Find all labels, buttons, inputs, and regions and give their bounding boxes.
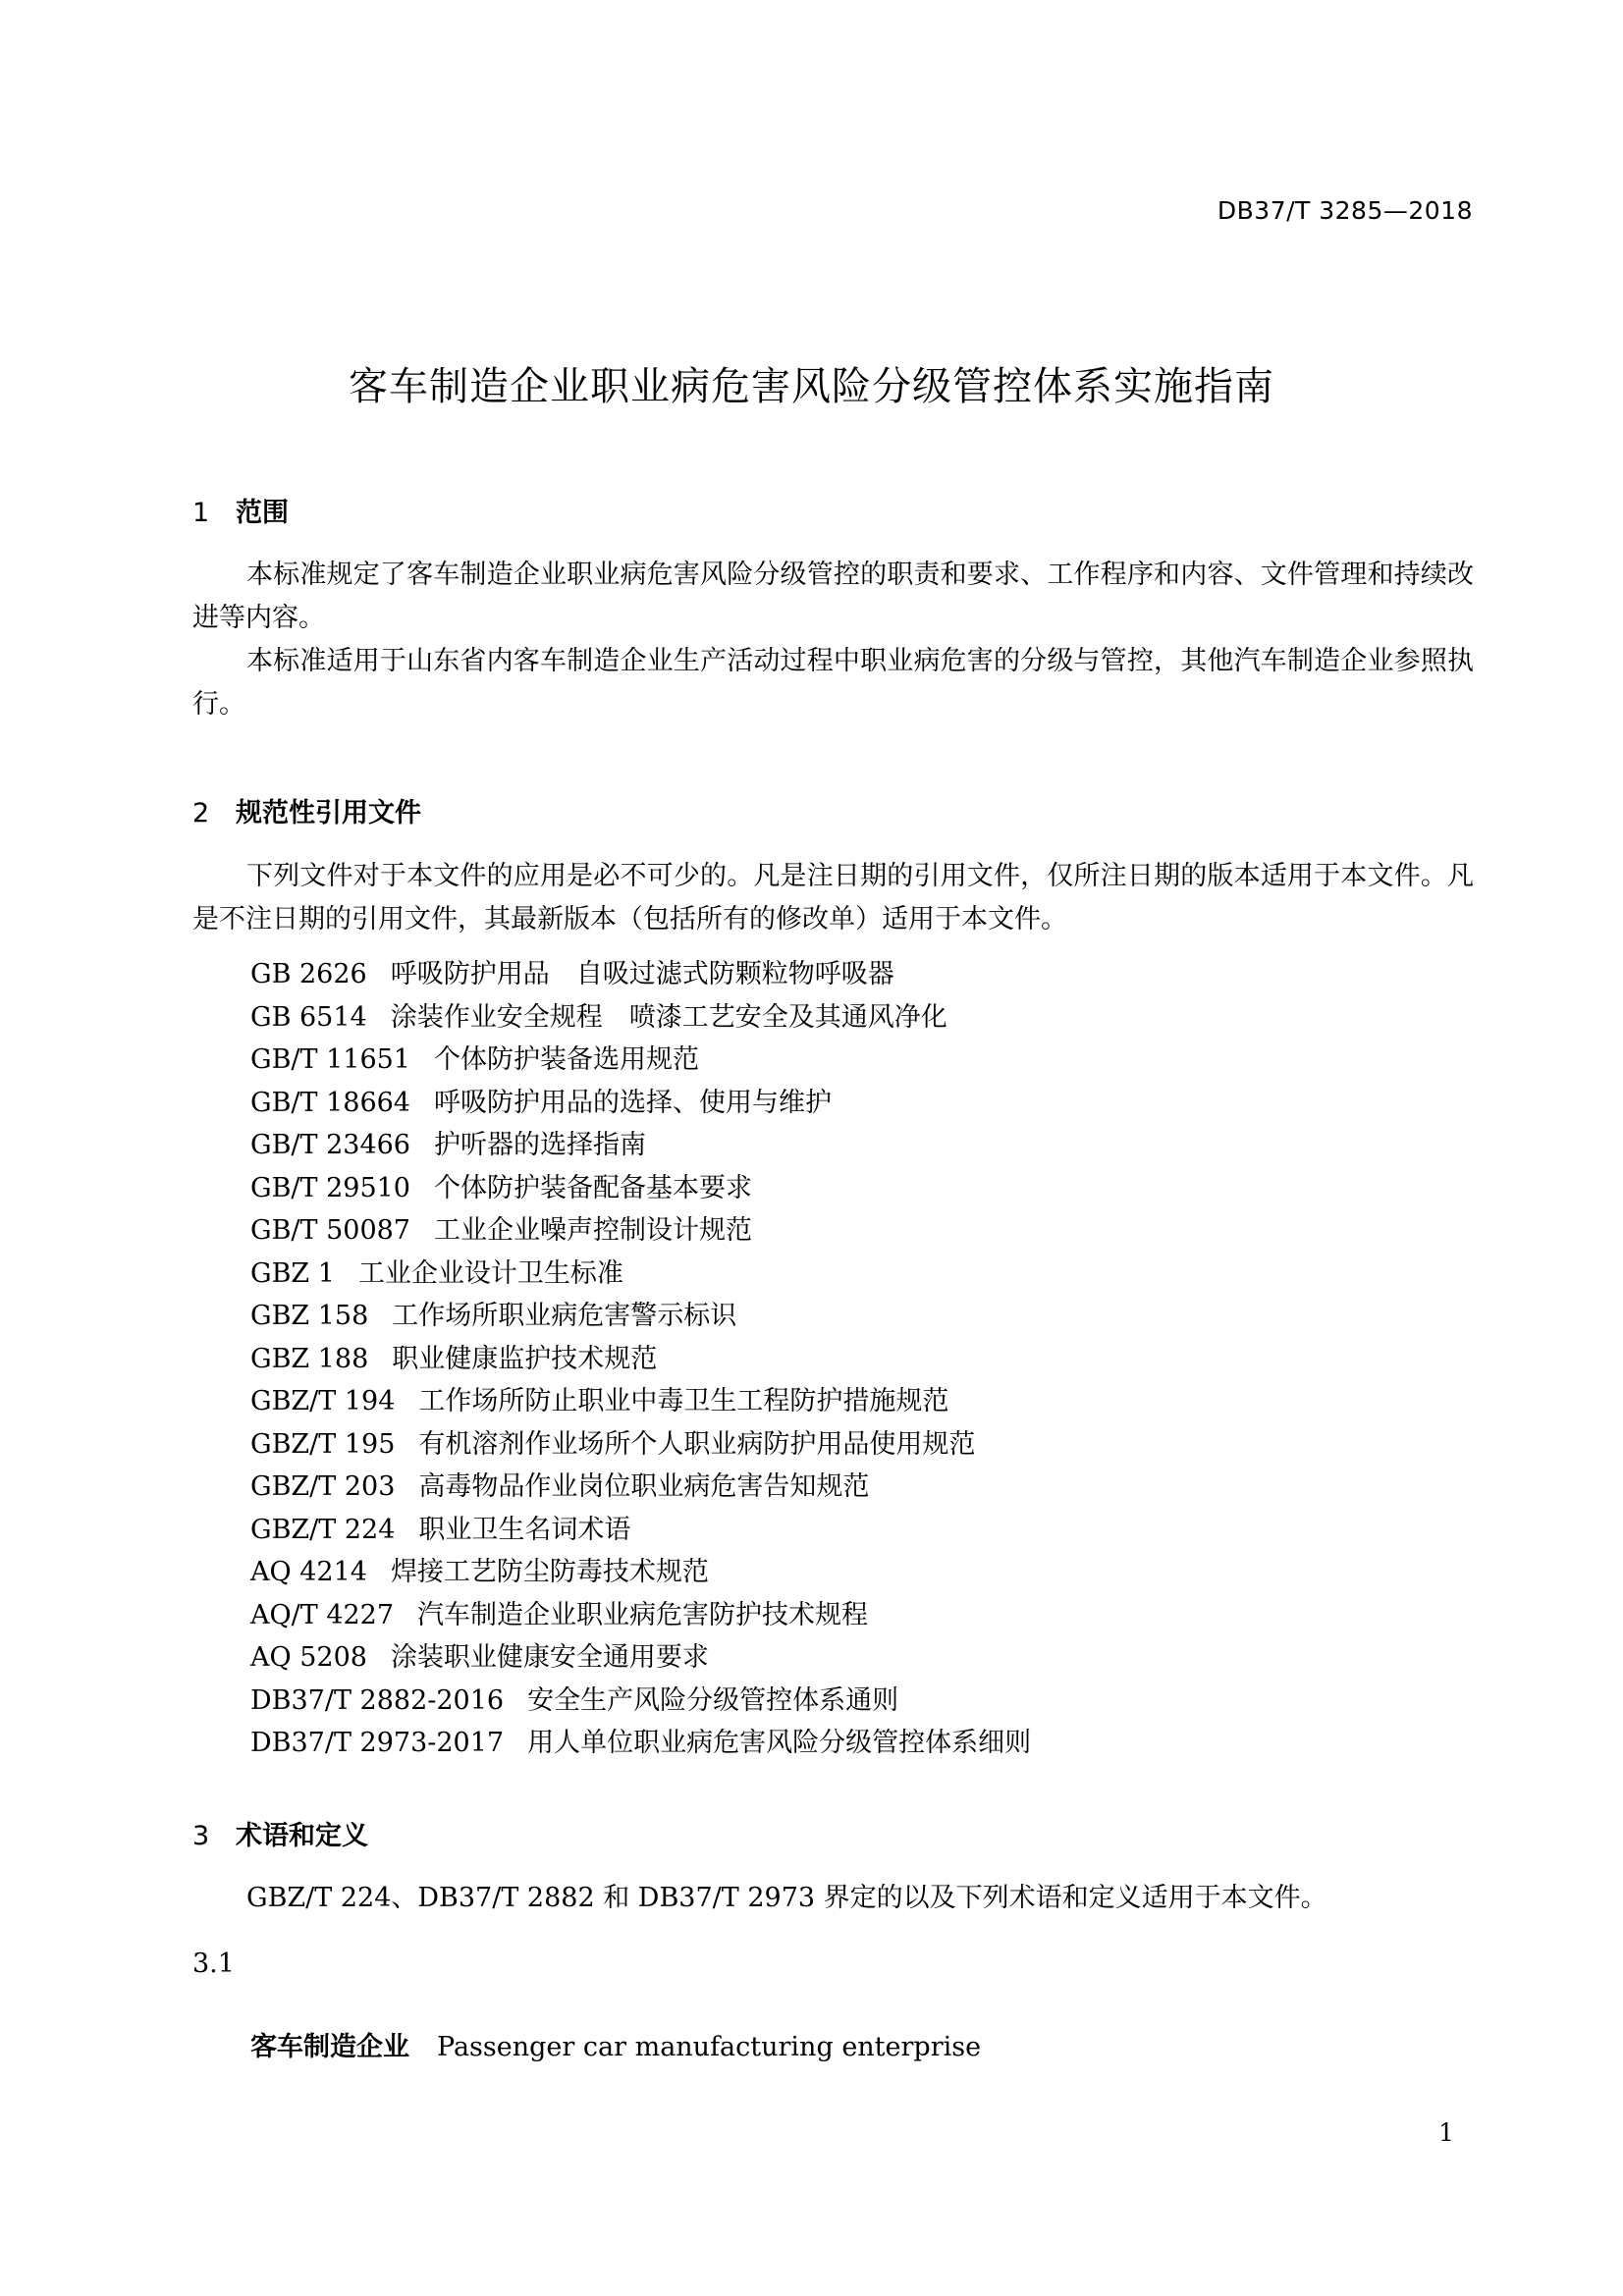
- reference-code: GB/T 11651: [250, 1044, 410, 1075]
- reference-code: GB/T 18664: [250, 1087, 410, 1118]
- reference-title: 职业健康监护技术规范: [392, 1343, 658, 1374]
- term-english: Passenger car manufacturing enterprise: [437, 2032, 982, 2062]
- reference-title: 汽车制造企业职业病危害防护技术规程: [417, 1599, 869, 1630]
- reference-title: 个体防护装备配备基本要求: [434, 1172, 752, 1203]
- reference-item: [250, 953, 1031, 996]
- reference-code: GB 2626: [250, 959, 367, 989]
- reference-code: GBZ/T 195: [250, 1428, 396, 1460]
- reference-item: [250, 1167, 1031, 1210]
- reference-item: [250, 1209, 1031, 1253]
- standard-code: DB37/T 3285—2018: [1217, 196, 1473, 225]
- reference-title: 工业企业噪声控制设计规范: [434, 1215, 752, 1246]
- reference-title: 安全生产风险分级管控体系通则: [527, 1684, 899, 1716]
- reference-item: [250, 1039, 1031, 1082]
- reference-code: GB/T 29510: [250, 1172, 410, 1203]
- reference-code: DB37/T 2882-2016: [250, 1684, 505, 1716]
- reference-item: [250, 1380, 1031, 1423]
- reference-title: 呼吸防护用品 自吸过滤式防颗粒物呼吸器: [390, 959, 894, 989]
- normative-references-list: [250, 953, 1031, 1765]
- reference-title: 涂装职业健康安全通用要求: [390, 1642, 709, 1673]
- reference-title: 高毒物品作业岗位职业病危害告知规范: [418, 1471, 870, 1502]
- subsection-number: 3.1: [192, 1949, 235, 1979]
- reference-item: [250, 1509, 1031, 1552]
- reference-title: 个体防护装备选用规范: [434, 1044, 699, 1075]
- reference-code: GB 6514: [250, 1001, 367, 1033]
- scope-paragraph-2: 本标准适用于山东省内客车制造企业生产活动过程中职业病危害的分级与管控，其他汽车制造企业参照执行。: [192, 646, 1474, 720]
- reference-code: AQ 4214: [250, 1557, 367, 1587]
- scope-paragraph-1: 本标准规定了客车制造企业职业病危害风险分级管控的职责和要求、工作程序和内容、文件管理和持续改进等内容。: [192, 560, 1474, 633]
- reference-code: GBZ 1: [250, 1257, 335, 1289]
- reference-title: 工作场所职业病危害警示标识: [392, 1301, 737, 1331]
- section-title: 范围: [236, 498, 289, 528]
- reference-code: GB/T 50087: [250, 1215, 410, 1246]
- document-title: 客车制造企业职业病危害风险分级管控体系实施指南: [349, 364, 1274, 409]
- reference-title: 职业卫生名词术语: [418, 1514, 631, 1545]
- section-3-heading: [192, 1814, 368, 1852]
- section-number: 1: [192, 498, 210, 528]
- section-title: 规范性引用文件: [236, 798, 421, 828]
- reference-item: [250, 1253, 1031, 1296]
- reference-code: GBZ/T 203: [250, 1471, 396, 1502]
- reference-code: GB/T 23466: [250, 1130, 410, 1160]
- reference-item: [250, 1338, 1031, 1381]
- reference-item: [250, 1551, 1031, 1594]
- reference-item: [250, 1636, 1031, 1680]
- reference-code: DB37/T 2973-2017: [250, 1728, 505, 1758]
- reference-item: [250, 1594, 1031, 1637]
- reference-title: 护听器的选择指南: [434, 1130, 646, 1160]
- reference-title: 用人单位职业病危害风险分级管控体系细则: [527, 1728, 1032, 1758]
- section-2-heading: [192, 791, 421, 829]
- page-number: 1: [1438, 2118, 1454, 2147]
- reference-item: [250, 1722, 1031, 1765]
- reference-item: [250, 1082, 1031, 1125]
- reference-item: [250, 1423, 1031, 1467]
- reference-code: GBZ/T 224: [250, 1514, 396, 1545]
- reference-item: [250, 1295, 1031, 1338]
- term-chinese: 客车制造企业: [250, 2032, 409, 2062]
- section-number: 2: [192, 798, 210, 828]
- references-intro-paragraph: 下列文件对于本文件的应用是必不可少的。凡是注日期的引用文件，仅所注日期的版本适用于本文件。凡是不注日期的引用文件，其最新版本（包括所有的修改单）适用于本文件。: [192, 861, 1474, 934]
- term-entry: [250, 2025, 981, 2063]
- reference-item: [250, 1124, 1031, 1167]
- reference-item: [250, 996, 1031, 1040]
- section-1-heading: [192, 491, 289, 529]
- terms-intro-paragraph: GBZ/T 224、DB37/T 2882 和 DB37/T 2973 界定的以及下列术语和定义适用于本文件。: [246, 1883, 1327, 1913]
- reference-code: GBZ 188: [250, 1343, 369, 1374]
- reference-item: [250, 1466, 1031, 1509]
- reference-code: GBZ/T 194: [250, 1386, 396, 1416]
- reference-title: 涂装作业安全规程 喷漆工艺安全及其通风净化: [390, 1001, 947, 1033]
- reference-title: 焊接工艺防尘防毒技术规范: [390, 1557, 709, 1587]
- reference-title: 工作场所防止职业中毒卫生工程防护措施规范: [418, 1386, 949, 1416]
- reference-item: [250, 1680, 1031, 1723]
- section-number: 3: [192, 1821, 210, 1851]
- reference-title: 有机溶剂作业场所个人职业病防护用品使用规范: [418, 1428, 976, 1460]
- reference-title: 呼吸防护用品的选择、使用与维护: [434, 1087, 832, 1118]
- reference-title: 工业企业设计卫生标准: [357, 1257, 623, 1289]
- section-title: 术语和定义: [236, 1821, 368, 1851]
- reference-code: GBZ 158: [250, 1301, 369, 1331]
- reference-code: AQ/T 4227: [250, 1599, 395, 1630]
- reference-code: AQ 5208: [250, 1642, 367, 1673]
